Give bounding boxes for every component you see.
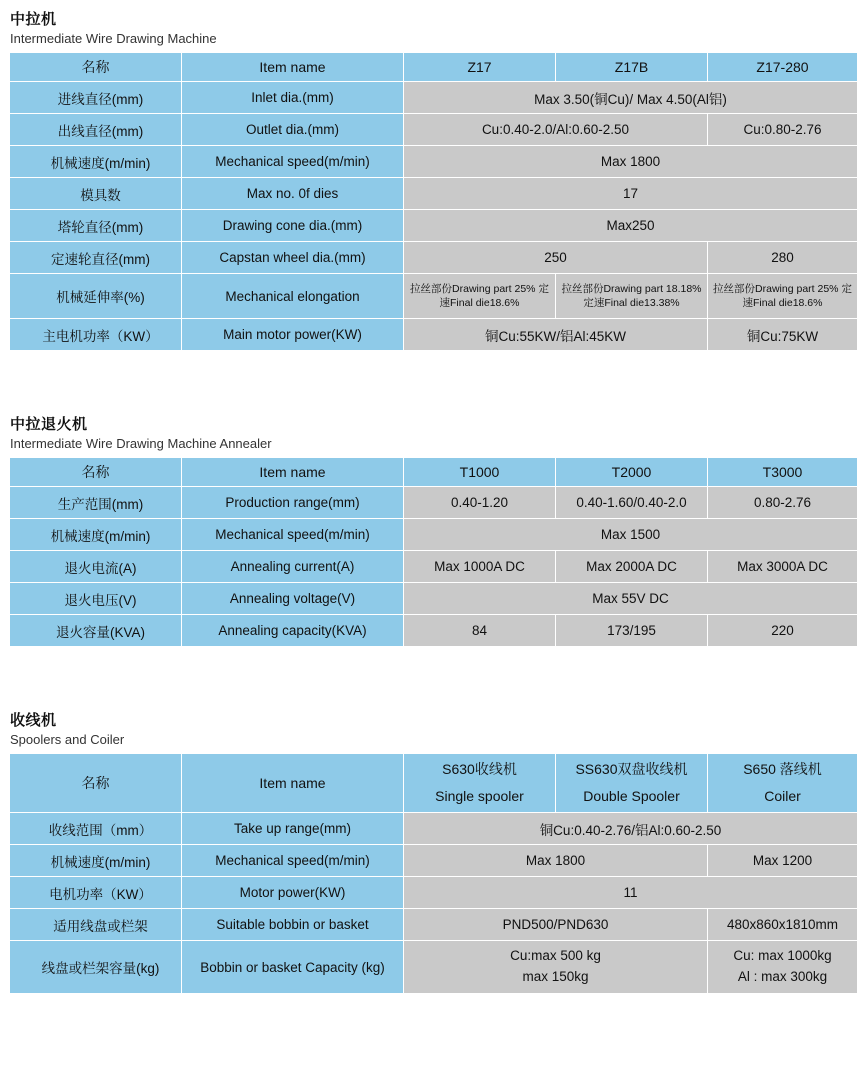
- cell-value: [404, 941, 708, 994]
- column-header-line-1: S630收线机: [442, 761, 517, 778]
- section-intermediate-wire-drawing-machine: [6, 8, 854, 351]
- table-row: [10, 519, 858, 551]
- table-row: [10, 909, 858, 941]
- table-row: [10, 274, 858, 319]
- row-label-en: Main motor power(KW): [182, 319, 404, 351]
- cell-value: PND500/PND630: [404, 909, 708, 941]
- spec-table-drawing-machine: [9, 52, 858, 351]
- cell-value: [556, 274, 708, 319]
- cell-value: 铜Cu:55KW/铝Al:45KW: [404, 319, 708, 351]
- row-label-cn: 主电机功率（KW）: [10, 319, 182, 351]
- cell-value: Max250: [404, 210, 858, 242]
- section-title-en: Intermediate Wire Drawing Machine Annealer: [10, 436, 272, 451]
- spec-table-annealer: [9, 457, 858, 647]
- cell-value: Max 1500: [404, 519, 858, 551]
- row-label-en: Annealing voltage(V): [182, 583, 404, 615]
- row-label-cn: 出线直径(mm): [10, 114, 182, 146]
- row-label-cn: 退火电流(A): [10, 551, 182, 583]
- row-label-cn: 进线直径(mm): [10, 82, 182, 114]
- column-header-line-1: SS630双盘收线机: [575, 761, 688, 778]
- table-row: [10, 319, 858, 351]
- cell-value: 11: [404, 877, 858, 909]
- cell-value: 280: [708, 242, 858, 274]
- column-header-item-name: Item name: [182, 458, 404, 487]
- section-title-en: Spoolers and Coiler: [10, 732, 125, 747]
- table-header-row: [10, 754, 858, 813]
- table-row: [10, 877, 858, 909]
- table-row: [10, 114, 858, 146]
- cell-value: [708, 274, 858, 319]
- row-label-cn: 机械速度(m/min): [10, 845, 182, 877]
- cell-line-2: Al : max 300kg: [737, 969, 828, 984]
- row-label-en: Bobbin or basket Capacity (kg): [182, 941, 404, 994]
- cell-value: 173/195: [556, 615, 708, 647]
- row-label-en: Take up range(mm): [182, 813, 404, 845]
- column-header-z17b: Z17B: [556, 53, 708, 82]
- table-row: [10, 242, 858, 274]
- cell-value: Cu:0.40-2.0/Al:0.60-2.50: [404, 114, 708, 146]
- cell-value: 480x860x1810mm: [708, 909, 858, 941]
- row-label-en: Production range(mm): [182, 487, 404, 519]
- table-row: [10, 146, 858, 178]
- cell-line-2: 定速Final die13.38%: [583, 297, 680, 309]
- cell-value: [708, 941, 858, 994]
- row-label-cn: 机械速度(m/min): [10, 519, 182, 551]
- table-row: [10, 210, 858, 242]
- row-label-en: Drawing cone dia.(mm): [182, 210, 404, 242]
- section-title-cn: 收线机: [10, 712, 57, 729]
- cell-value: Max 2000A DC: [556, 551, 708, 583]
- cell-line-1: Cu:max 500 kg: [510, 948, 601, 964]
- row-label-cn: 机械延伸率(%): [10, 274, 182, 319]
- column-header-item-name: Item name: [182, 754, 404, 813]
- table-row: [10, 941, 858, 994]
- cell-value: 0.80-2.76: [708, 487, 858, 519]
- section-spoolers-and-coiler: [6, 709, 854, 994]
- column-header-s650: [708, 754, 858, 813]
- column-header-line-2: Coiler: [764, 788, 801, 804]
- row-label-en: Inlet dia.(mm): [182, 82, 404, 114]
- column-header-line-1: S650 落线机: [743, 761, 822, 778]
- column-header-name-cn: 名称: [10, 458, 182, 487]
- column-header-line-2: Single spooler: [435, 788, 524, 804]
- cell-value: Max 3000A DC: [708, 551, 858, 583]
- cell-value: 0.40-1.60/0.40-2.0: [556, 487, 708, 519]
- column-header-name-cn: 名称: [10, 53, 182, 82]
- column-header-t1000: T1000: [404, 458, 556, 487]
- table-row: [10, 487, 858, 519]
- row-label-cn: 塔轮直径(mm): [10, 210, 182, 242]
- column-header-t3000: T3000: [708, 458, 858, 487]
- table-row: [10, 615, 858, 647]
- row-label-en: Mechanical elongation: [182, 274, 404, 319]
- cell-line-2: 定速Final die18.6%: [439, 282, 549, 309]
- section-annealer: [6, 413, 854, 647]
- cell-value: 铜Cu:75KW: [708, 319, 858, 351]
- row-label-cn: 适用线盘或栏架: [10, 909, 182, 941]
- cell-line-1: 拉丝部份Drawing part 18.18%: [561, 282, 702, 295]
- cell-value: Max 3.50(铜Cu)/ Max 4.50(Al铝): [404, 82, 858, 114]
- cell-line-1: Cu: max 1000kg: [733, 948, 832, 964]
- cell-line-2: max 150kg: [522, 969, 589, 984]
- column-header-ss630: [556, 754, 708, 813]
- section-title-cn: 中拉机: [10, 11, 57, 28]
- cell-value: 铜Cu:0.40-2.76/铝Al:0.60-2.50: [404, 813, 858, 845]
- row-label-en: Annealing current(A): [182, 551, 404, 583]
- table-row: [10, 583, 858, 615]
- cell-value: Max 55V DC: [404, 583, 858, 615]
- column-header-z17: Z17: [404, 53, 556, 82]
- row-label-cn: 模具数: [10, 178, 182, 210]
- cell-value: [404, 274, 556, 319]
- row-label-en: Mechanical speed(m/min): [182, 519, 404, 551]
- cell-value: Cu:0.80-2.76: [708, 114, 858, 146]
- table-row: [10, 551, 858, 583]
- cell-value: Max 1200: [708, 845, 858, 877]
- row-label-cn: 生产范围(mm): [10, 487, 182, 519]
- row-label-en: Annealing capacity(KVA): [182, 615, 404, 647]
- section-title-en: Intermediate Wire Drawing Machine: [10, 31, 217, 46]
- cell-line-2: 定速Final die18.6%: [742, 282, 852, 309]
- row-label-cn: 线盘或栏架容量(kg): [10, 941, 182, 994]
- column-header-z17-280: Z17-280: [708, 53, 858, 82]
- column-header-name-cn: 名称: [10, 754, 182, 813]
- section-spacer: [6, 351, 854, 413]
- cell-value: Max 1000A DC: [404, 551, 556, 583]
- row-label-cn: 定速轮直径(mm): [10, 242, 182, 274]
- row-label-en: Motor power(KW): [182, 877, 404, 909]
- row-label-cn: 收线范围（mm）: [10, 813, 182, 845]
- row-label-cn: 退火容量(KVA): [10, 615, 182, 647]
- cell-value: 17: [404, 178, 858, 210]
- table-row: [10, 178, 858, 210]
- row-label-en: Mechanical speed(m/min): [182, 845, 404, 877]
- cell-value: 0.40-1.20: [404, 487, 556, 519]
- spec-table-spoolers: [9, 753, 858, 994]
- table-row: [10, 82, 858, 114]
- cell-value: Max 1800: [404, 845, 708, 877]
- row-label-en: Max no. 0f dies: [182, 178, 404, 210]
- cell-line-1: 拉丝部份Drawing part 25%: [410, 282, 536, 295]
- row-label-cn: 机械速度(m/min): [10, 146, 182, 178]
- row-label-en: Capstan wheel dia.(mm): [182, 242, 404, 274]
- table-header-row: [10, 458, 858, 487]
- row-label-cn: 电机功率（KW）: [10, 877, 182, 909]
- table-row: [10, 845, 858, 877]
- cell-value: Max 1800: [404, 146, 858, 178]
- cell-value: 84: [404, 615, 556, 647]
- table-row: [10, 813, 858, 845]
- column-header-line-2: Double Spooler: [583, 788, 680, 804]
- row-label-en: Outlet dia.(mm): [182, 114, 404, 146]
- table-header-row: [10, 53, 858, 82]
- cell-value: 220: [708, 615, 858, 647]
- row-label-cn: 退火电压(V): [10, 583, 182, 615]
- section-spacer: [6, 647, 854, 709]
- cell-value: 250: [404, 242, 708, 274]
- column-header-t2000: T2000: [556, 458, 708, 487]
- section-title-cn: 中拉退火机: [10, 416, 88, 433]
- row-label-en: Mechanical speed(m/min): [182, 146, 404, 178]
- row-label-en: Suitable bobbin or basket: [182, 909, 404, 941]
- column-header-item-name: Item name: [182, 53, 404, 82]
- column-header-s630: [404, 754, 556, 813]
- cell-line-1: 拉丝部份Drawing part 25%: [713, 282, 839, 295]
